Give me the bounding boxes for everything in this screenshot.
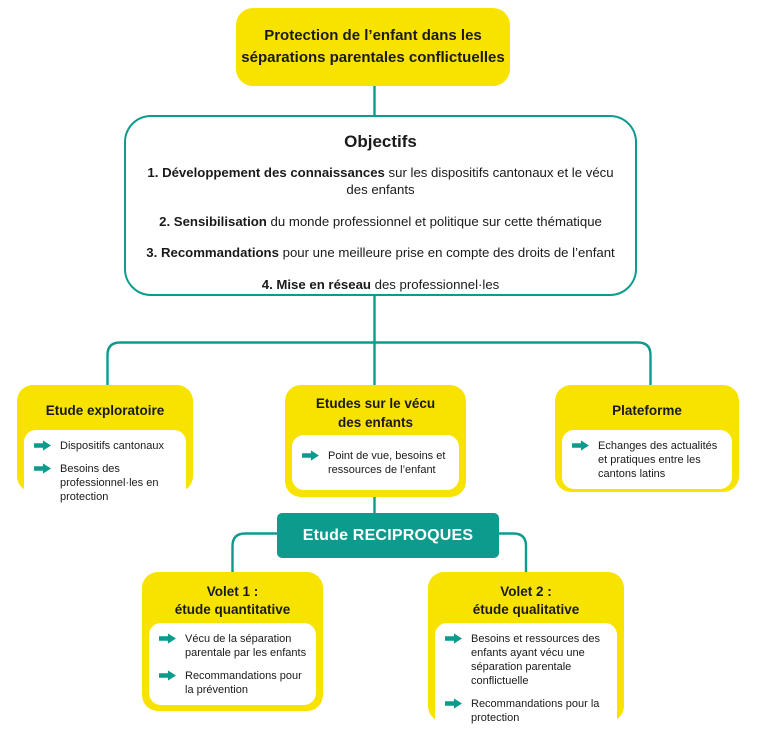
branch-card-etudes-vecu-enfants	[285, 385, 466, 497]
volet-title-line2: étude quantitative	[174, 602, 291, 617]
connector-branch-bar	[108, 343, 651, 387]
bullet-item	[572, 439, 724, 481]
bullet-item	[302, 449, 451, 477]
arrow-icon	[572, 440, 589, 451]
root-node	[236, 8, 510, 86]
volet-bullet-panel	[149, 623, 316, 705]
bullet-item	[159, 669, 308, 697]
bullet-item	[159, 632, 308, 660]
objective-item	[146, 244, 614, 261]
volet-card-title	[149, 579, 316, 623]
objective-item-lead: 1. Développement des connaissances	[147, 165, 385, 180]
branch-card-plateforme	[555, 385, 739, 492]
objectives-title: Objectifs	[344, 132, 417, 151]
branch-bullet-panel	[562, 430, 732, 489]
arrow-icon	[302, 450, 319, 461]
arrow-icon	[445, 698, 462, 709]
root-title-line2: séparations parentales conflictuelles	[241, 49, 505, 66]
branch-title-line2: des enfants	[337, 414, 414, 430]
arrow-icon	[159, 633, 176, 644]
objective-item-lead: 3. Recommandations	[146, 245, 279, 261]
objective-item-lead: 4. Mise en réseau	[261, 277, 371, 293]
objective-item	[262, 276, 500, 293]
volet-title-line1: Volet 1 :	[206, 583, 259, 599]
connector-reciproques-volet1	[233, 534, 279, 574]
objective-item	[159, 213, 602, 230]
volet-title-line2: étude qualitative	[472, 602, 580, 617]
volet-card-title	[435, 579, 617, 623]
bullet-text: Besoins et ressources des enfants ayant vécu une séparation parentale conflictuelle	[471, 633, 601, 688]
arrow-icon	[445, 633, 462, 644]
bullet-text: Vécu de la séparation parentale par les enfants	[185, 633, 307, 660]
branch-card-title	[562, 392, 732, 430]
volet1-card	[142, 572, 323, 711]
reciproques-title: Etude RECIPROQUES	[302, 526, 474, 544]
connector-reciproques-volet2	[498, 534, 526, 574]
volet-title-line1: Volet 2 :	[500, 583, 552, 599]
bullet-text: Point de vue, besoins et ressources de l’enfant	[328, 449, 446, 476]
bullet-item	[34, 462, 178, 504]
reciproques-node	[277, 513, 499, 558]
bullet-text: Dispositifs cantonaux	[60, 440, 164, 452]
branch-title-line1: Etudes sur le vécu	[315, 396, 436, 412]
objective-item-rest: pour une meilleure prise en compte des droits de l’enfant	[278, 245, 615, 261]
branch-card-etude-exploratoire	[17, 385, 193, 504]
objective-item-rest: sur les dispositifs cantonaux et le vécu des enfants	[346, 165, 618, 198]
volet-bullet-panel	[435, 623, 617, 733]
arrow-icon	[34, 440, 51, 451]
branch-title-line1: Etude exploratoire	[45, 402, 165, 418]
branch-card-title	[292, 392, 459, 435]
bullet-text: Echanges des actualités et pratiques entre les cantons latins	[598, 440, 718, 481]
bullet-item	[34, 439, 178, 453]
bullet-text: Besoins des professionnel·les en protection	[60, 463, 159, 504]
objective-item-rest: des professionnel·les	[370, 277, 500, 293]
branch-card-title	[24, 392, 186, 430]
objective-item-lead: 2. Sensibilisation	[159, 213, 267, 229]
bullet-item	[445, 632, 609, 688]
arrow-icon	[34, 463, 51, 474]
bullet-text: Recommandations pour la prévention	[185, 670, 302, 697]
volet2-card	[428, 572, 624, 725]
objective-item	[144, 164, 617, 198]
arrow-icon	[159, 670, 176, 681]
objectives-node	[124, 115, 637, 296]
root-title-line1: Protection de l’enfant dans les	[264, 26, 482, 44]
branch-bullet-panel	[24, 430, 186, 512]
branch-title-line1: Plateforme	[612, 402, 682, 418]
objective-item-rest: du monde professionnel et politique sur cette thématique	[266, 213, 602, 229]
branch-bullet-panel	[292, 435, 459, 490]
bullet-text: Recommandations pour la protection	[471, 698, 600, 725]
bullet-item	[445, 697, 609, 725]
